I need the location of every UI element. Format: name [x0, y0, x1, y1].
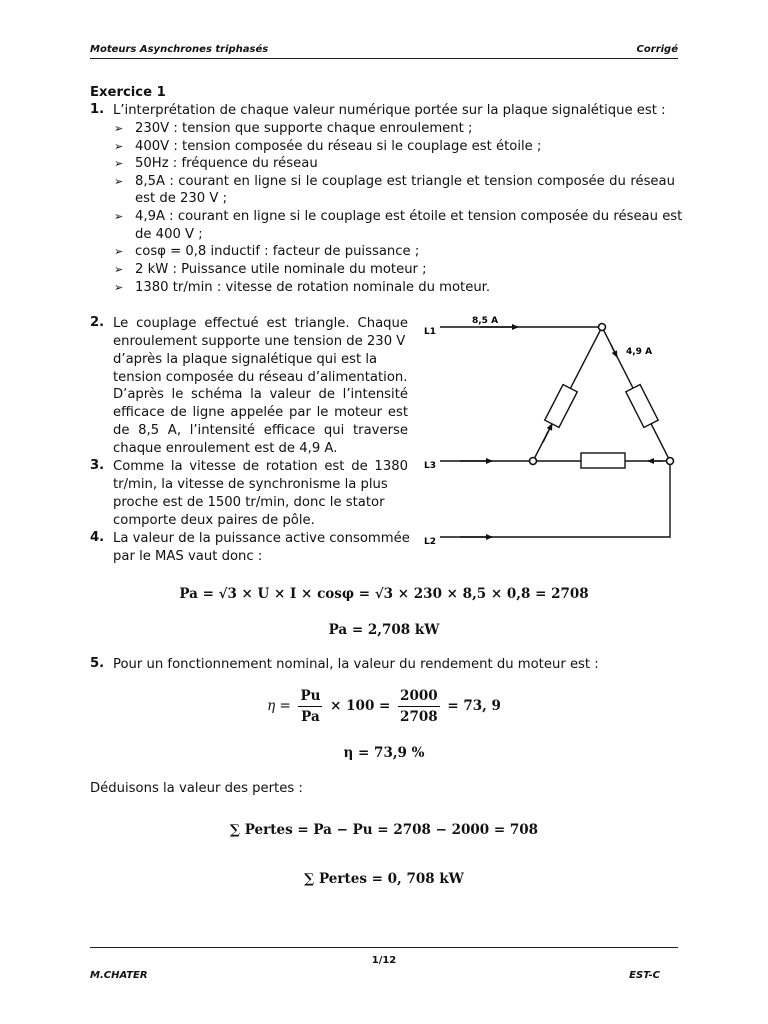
eta-mid: × 100 =: [330, 698, 391, 714]
fraction-values: [398, 688, 440, 725]
bullet-arrow-icon: ➢: [114, 245, 124, 258]
equation-losses-result: ∑ Pertes = 0, 708 kW: [304, 871, 464, 887]
winding-resistor: [626, 385, 658, 428]
q1-bullet-5-line-2: de 400 V ;: [135, 227, 203, 242]
q1-bullet-1: 230V : tension que supporte chaque enroulement ;: [135, 121, 473, 136]
q1-bullet-5-line-1: 4,9A : courant en ligne si le couplage est étoile et tension composée du réseau est: [135, 209, 683, 224]
delta-connection-diagram: [420, 305, 690, 555]
fraction-pu-pa: [298, 688, 322, 725]
line-l2-wire: [440, 461, 670, 537]
q1-bullet-4-line-2: est de 230 V ;: [135, 191, 228, 206]
q2-line-5: D’après le schéma la valeur de l’intensité: [113, 387, 408, 402]
bullet-arrow-icon: ➢: [114, 140, 124, 153]
q1-bullet-4-line-1: 8,5A : courant en ligne si le couplage est triangle et tension composée du réseau: [135, 174, 675, 189]
label-line-current: 8,5 A: [472, 316, 499, 326]
eta-rhs: = 73, 9: [447, 698, 501, 714]
q1-bullet-7: 2 kW : Puissance utile nominale du moteur ;: [135, 262, 427, 277]
node: [667, 458, 674, 465]
equation-active-power-result: Pa = 2,708 kW: [328, 622, 440, 638]
q2-line-4: tension composée du réseau d’alimentation.: [113, 370, 408, 385]
q2-line-7: de 8,5 A, l’intensité efficace qui traverse: [113, 423, 408, 438]
node: [530, 458, 537, 465]
winding-resistor: [545, 385, 578, 428]
equation-efficiency-result: η = 73,9 %: [343, 745, 425, 761]
eta-lhs: η =: [267, 698, 291, 714]
footer-author: M.CHATER: [90, 970, 148, 981]
current-arrow-icon: [543, 424, 552, 442]
q2-line-8: chaque enroulement est de 4,9 A.: [113, 441, 338, 456]
bullet-arrow-icon: ➢: [114, 157, 124, 170]
footer-rule: [90, 947, 678, 948]
fraction-numerator: Pu: [298, 688, 322, 707]
q1-bullet-3: 50Hz : fréquence du réseau: [135, 156, 318, 171]
exercise-title: Exercice 1: [90, 85, 166, 100]
header-label: Corrigé: [636, 44, 678, 55]
q2-number: 2.: [90, 315, 105, 330]
q5-number: 5.: [90, 656, 105, 671]
fraction-denominator: Pa: [301, 709, 320, 725]
q4-line-1: La valeur de la puissance active consommée: [113, 531, 410, 546]
q4-number: 4.: [90, 530, 105, 545]
q1-bullet-6: cosφ = 0,8 inductif : facteur de puissance ;: [135, 244, 420, 259]
bullet-arrow-icon: ➢: [114, 122, 124, 135]
q3-line-4: comporte deux paires de pôle.: [113, 513, 315, 528]
page-number: 1/12: [371, 955, 397, 966]
losses-text: Déduisons la valeur des pertes :: [90, 781, 303, 796]
bullet-arrow-icon: ➢: [114, 263, 124, 276]
winding-resistor: [581, 453, 625, 468]
label-winding-current: 4,9 A: [626, 347, 653, 357]
q2-line-1: Le couplage effectué est triangle. Chaque: [113, 316, 408, 331]
q4-line-2: par le MAS vaut donc :: [113, 549, 263, 564]
q1-bullet-2: 400V : tension composée du réseau si le couplage est étoile ;: [135, 139, 542, 154]
q5-text: Pour un fonctionnement nominal, la valeur du rendement du moteur est :: [113, 657, 599, 672]
fraction-numerator: 2000: [398, 688, 440, 707]
footer-school: EST-C: [629, 970, 660, 981]
label-l1: L1: [424, 327, 436, 337]
bullet-arrow-icon: ➢: [114, 281, 124, 294]
q2-line-2: enroulement supporte une tension de 230 V: [113, 334, 406, 349]
q2-line-3: d’après la plaque signalétique qui est la: [113, 352, 378, 367]
current-arrow-icon: [611, 345, 617, 357]
equation-losses: ∑ Pertes = Pa − Pu = 2708 − 2000 = 708: [229, 822, 539, 838]
equation-active-power: Pa = √3 × U × I × cosφ = √3 × 230 × 8,5 × 0,8 = 2708: [179, 586, 589, 602]
q3-number: 3.: [90, 458, 105, 473]
node: [599, 324, 606, 331]
header-title: Moteurs Asynchrones triphasés: [90, 44, 269, 55]
q2-line-6: efficace de ligne appelée par le moteur est: [113, 405, 408, 420]
q3-line-3: proche est de 1500 tr/min, donc le stator: [113, 495, 385, 510]
equation-efficiency: [90, 688, 678, 725]
header-rule: [90, 58, 678, 59]
q1-number: 1.: [90, 102, 105, 117]
label-l2: L2: [424, 537, 436, 547]
q3-line-2: tr/min, la vitesse de synchronisme la plus: [113, 477, 388, 492]
bullet-arrow-icon: ➢: [114, 210, 124, 223]
q1-bullet-8: 1380 tr/min : vitesse de rotation nominale du moteur.: [135, 280, 491, 295]
q3-line-1: Comme la vitesse de rotation est de 1380: [113, 459, 408, 474]
label-l3: L3: [424, 461, 436, 471]
q1-intro: L’interprétation de chaque valeur numérique portée sur la plaque signalétique est :: [113, 103, 666, 118]
bullet-arrow-icon: ➢: [114, 175, 124, 188]
fraction-denominator: 2708: [400, 709, 438, 725]
